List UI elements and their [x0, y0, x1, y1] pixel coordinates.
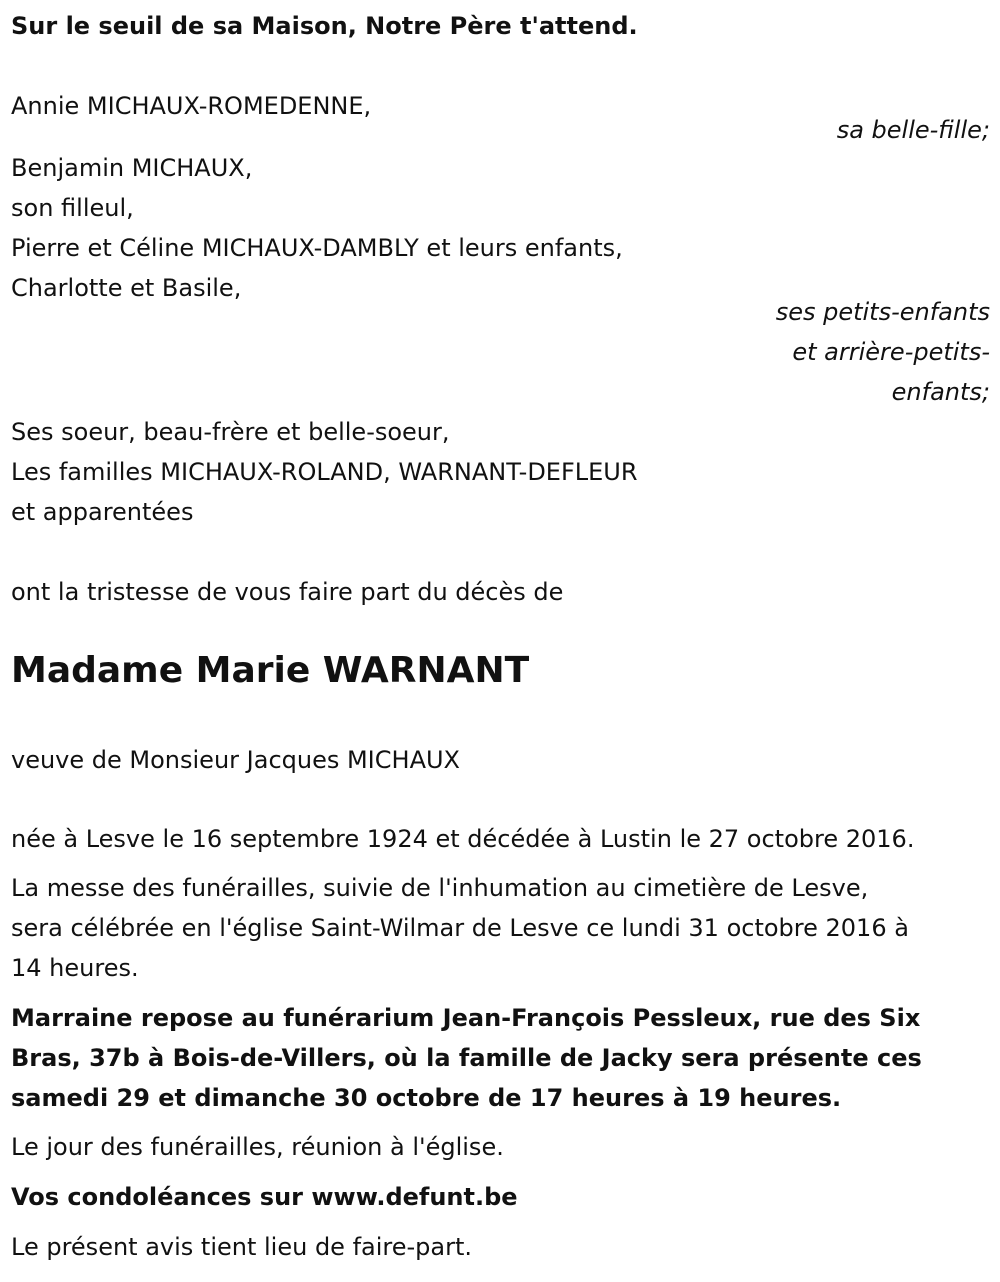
- condoleances-line: Vos condoléances sur www.defunt.be: [11, 1183, 518, 1211]
- faire-part-line: Le présent avis tient lieu de faire-part.: [11, 1233, 473, 1261]
- family-line-pierre-celine: Pierre et Céline MICHAUX-DAMBLY et leurs enfants,: [11, 234, 623, 262]
- family-line-annie: Annie MICHAUX-ROMEDENNE,: [11, 92, 372, 120]
- opening-verse: Sur le seuil de sa Maison, Notre Père t'attend.: [11, 12, 638, 40]
- family-line-filleul: son filleul,: [11, 194, 134, 222]
- funerarium-line-3: samedi 29 et dimanche 30 octobre de 17 heures à 19 heures.: [11, 1084, 842, 1112]
- mass-line-1: La messe des funérailles, suivie de l'inhumation au cimetière de Lesve,: [11, 874, 869, 902]
- reunion-line: Le jour des funérailles, réunion à l'église.: [11, 1133, 504, 1161]
- relation-belle-fille: sa belle-fille;: [836, 116, 990, 144]
- family-line-soeur: Ses soeur, beau-frère et belle-soeur,: [11, 418, 450, 446]
- family-line-benjamin: Benjamin MICHAUX,: [11, 154, 253, 182]
- funerarium-line-1: Marraine repose au funérarium Jean-François Pessleux, rue des Six: [11, 1004, 921, 1032]
- deceased-name: Madame Marie WARNANT: [11, 650, 530, 691]
- announcement-intro: ont la tristesse de vous faire part du décès de: [11, 578, 564, 606]
- mass-line-3: 14 heures.: [11, 954, 139, 982]
- family-line-charlotte-basile: Charlotte et Basile,: [11, 274, 242, 302]
- mass-line-2: sera célébrée en l'église Saint-Wilmar de Lesve ce lundi 31 octobre 2016 à: [11, 914, 909, 942]
- birth-death-line: née à Lesve le 16 septembre 1924 et décédée à Lustin le 27 octobre 2016.: [11, 825, 915, 853]
- funerarium-line-2: Bras, 37b à Bois-de-Villers, où la famille de Jacky sera présente ces: [11, 1044, 922, 1072]
- widow-line: veuve de Monsieur Jacques MICHAUX: [11, 746, 460, 774]
- family-line-familles: Les familles MICHAUX-ROLAND, WARNANT-DEFLEUR: [11, 458, 638, 486]
- relation-petits-enfants-1: ses petits-enfants: [775, 298, 990, 326]
- family-line-apparentees: et apparentées: [11, 498, 194, 526]
- relation-petits-enfants-2: et arrière-petits-: [792, 338, 990, 366]
- relation-petits-enfants-3: enfants;: [891, 378, 990, 406]
